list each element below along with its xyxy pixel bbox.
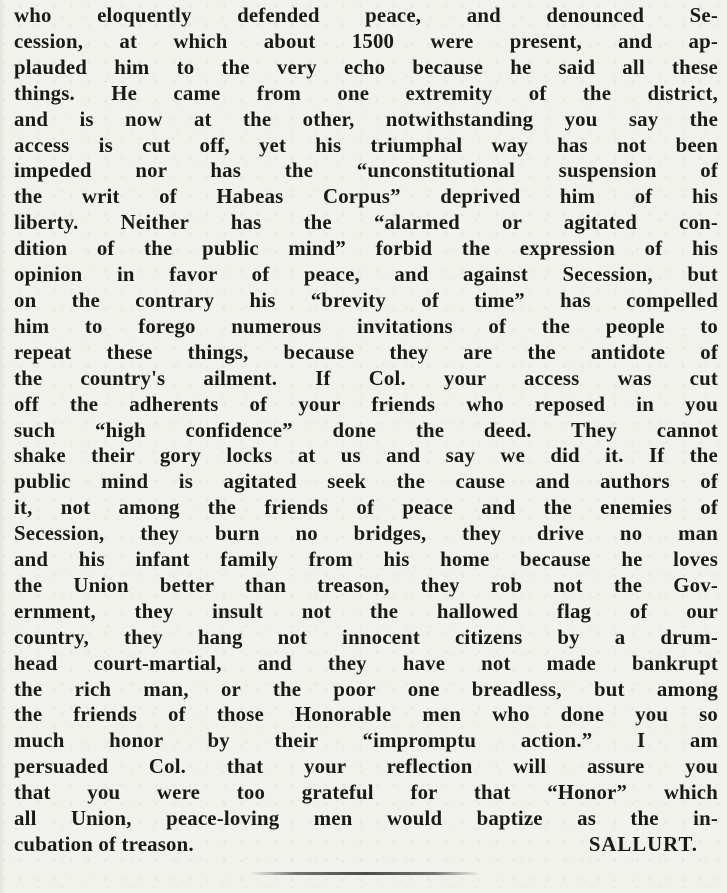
article-line-2: cession, at which about 1500 were present, and ap- [14, 29, 718, 53]
article-line-12: on the contrary his “brevity of time” has compelled [14, 288, 718, 312]
article-line-21: Secession, they burn no bridges, they drive no man [14, 522, 718, 546]
article-line-10: dition of the public mind” forbid the expression of his [14, 237, 718, 261]
signature: SALLURT. [588, 833, 698, 856]
article-line-25: country, they hang not innocent citizens by a drum- [14, 625, 718, 649]
article-line-29: much honor by their “impromptu action.” I am [14, 729, 718, 753]
article-line-26: head court-martial, and they have not made bankrupt [14, 651, 718, 675]
article-line-28: the friends of those Honorable men who done you so [14, 703, 718, 727]
article-line-15: the country's ailment. If Col. your access was cut [14, 366, 718, 390]
article-line-23: the Union better than treason, they rob not the Gov- [14, 573, 718, 597]
article-line-5: and is now at the other, notwithstanding you say the [14, 107, 718, 131]
article-line-4: things. He came from one extremity of the district, [14, 81, 718, 105]
article-line-17: such “high confidence” done the deed. They cannot [14, 418, 718, 442]
page-edge-shadow [0, 0, 5, 893]
article-line-6: access is cut off, yet his triumphal way has not been [14, 133, 718, 157]
article-line-7: impeded nor has the “unconstitutional suspension of [14, 159, 718, 183]
closing-text: cubation of treason. [14, 833, 194, 856]
article-line-20: it, not among the friends of peace and the enemies of [14, 496, 718, 520]
article-line-1: who eloquently defended peace, and denounced Se- [14, 4, 718, 27]
closing-row [14, 832, 718, 858]
article-line-14: repeat these things, because they are the antidote of [14, 340, 718, 364]
article-body [14, 3, 718, 858]
article-line-30: persuaded Col. that your reflection will assure you [14, 755, 718, 779]
article-line-19: public mind is agitated seek the cause and authors of [14, 470, 718, 494]
article-line-31: that you were too grateful for that “Honor” which [14, 781, 718, 805]
article-line-22: and his infant family from his home because he loves [14, 548, 718, 572]
article-line-16: off the adherents of your friends who reposed in you [14, 392, 718, 416]
article-line-3: plauded him to the very echo because he said all these [14, 55, 718, 79]
article-line-13: him to forego numerous invitations of the people to [14, 314, 718, 338]
article-line-9: liberty. Neither has the “alarmed or agitated con- [14, 211, 718, 235]
section-divider-rule [250, 872, 480, 875]
article-line-8: the writ of Habeas Corpus” deprived him of his [14, 185, 718, 209]
article-line-27: the rich man, or the poor one breadless, but among [14, 677, 718, 701]
article-line-24: ernment, they insult not the hallowed flag of our [14, 599, 718, 623]
article-line-11: opinion in favor of peace, and against Secession, but [14, 263, 718, 287]
article-line-18: shake their gory locks at us and say we did it. If the [14, 444, 718, 468]
article-line-32: all Union, peace-loving men would baptize as the in- [14, 807, 718, 831]
